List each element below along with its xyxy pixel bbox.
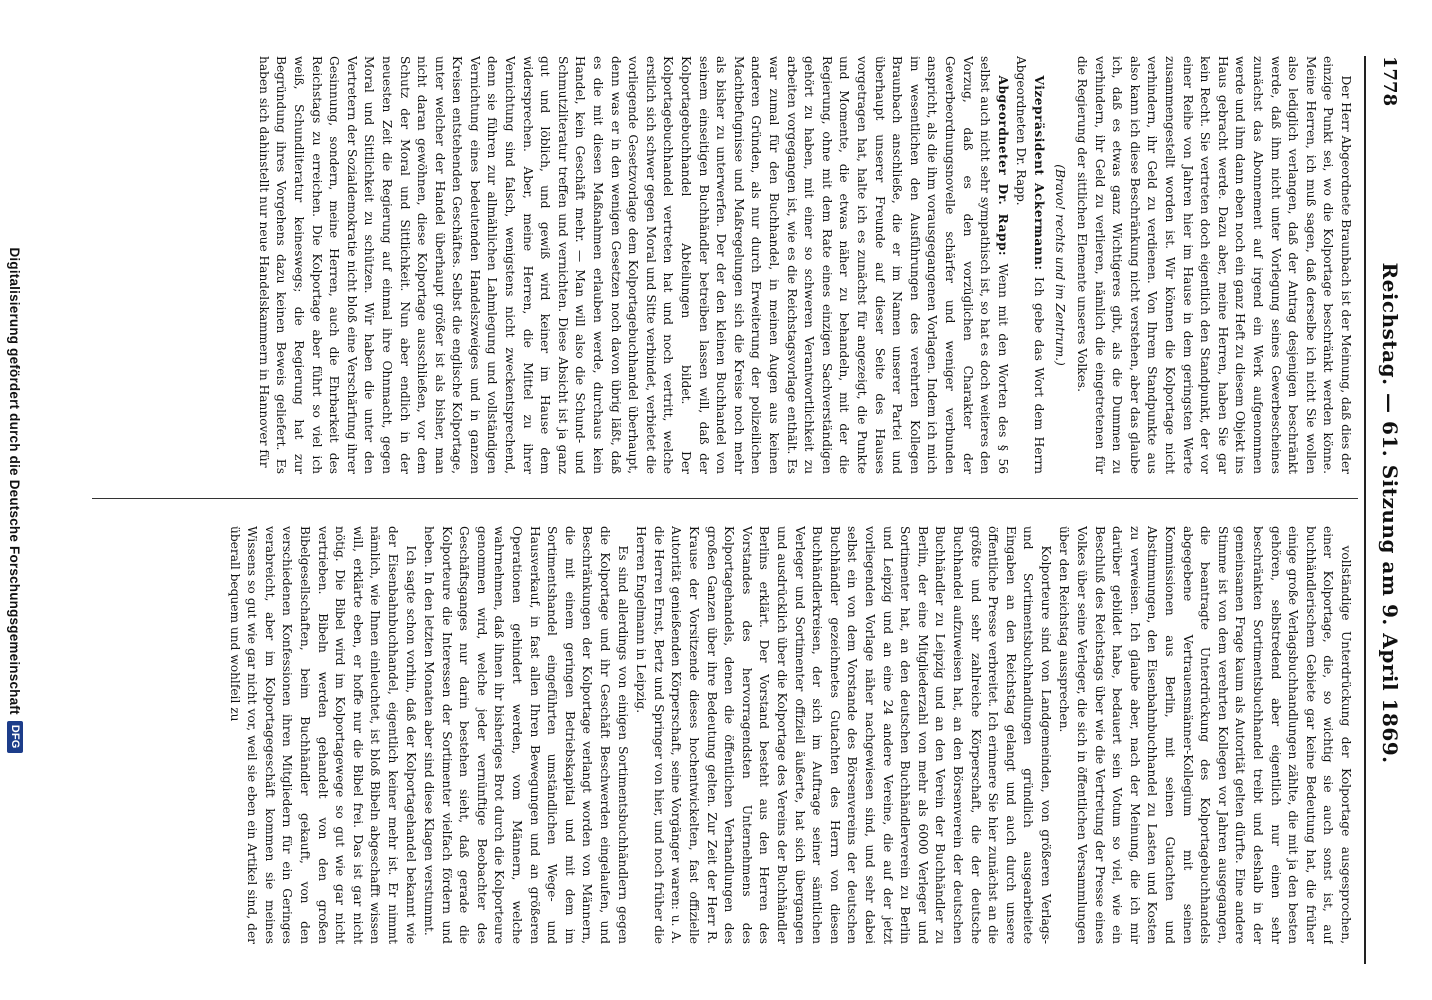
paragraph-text: Wenn mit den Worten des § 56 selbst auch nicht sehr sympathisch ist, so hat es doch weiteres den Vorzug, daß es den vorzüglichen Charakter der Gewerbeordnungsnovelle schärfer und weniger verbunden anspricht, als die ihm vorausgegangenen Vorlagen. Indem ich mich im wesentlichen den Ausführungen des verehrten Kollegen Braunbach anschließe, die er im Namen unserer Partei und überhaupt unserer Freunde auf dieser Seite des Hauses vorgetragen hat, halte ich es zunächst für angezeigt, die Punkte und Momente, die etwas näher zu behandeln, mit der die Regierung, ohne mit dem Rate eines einzigen Sachverständigen gehört zu haben, mit einer so schweren Verantwortlichkeit zu arbeiten vorgegangen ist, wie es die Reichstagsvorlage enthält. Es war zumal für den Buchhandel, in meinen Augen aus keinen anderen Gründen, als nur durch Erweiterung der polizeilichen Machtbefugnisse und Maßregelungen sich die Kreise noch mehr als bisher zu unterwerfen. Der der den kleinen Buchhandel von seinem einseitigen Buchhändler betreiben lassen will, daß der Kolportagebuchhandel Abteilungen bildet. Der Kolportagebuchhandel vertreten hat und noch vertritt, welche erstlich sich schwer gegen Moral und Sitte verbindet, verbietet die vorliegende Gesetzvorlage dem Kolportagebuchhandel überhaupt, denn was er in den wenigen Gesetzen noch davon übrig läßt, daß es die mit diesen Maßnahmen erlauben werde, durchaus kein Handel, kein Geschäft mehr. — Man will also die Schund- und Schmutzliteratur treffen und vernichten. Diese Absicht ist ja ganz gut und löblich, und gewiß wird keiner im Hause dem widersprechen. Aber, meine Herren, die Mittel zu ihrer Vernichtung sind falsch, wenigstens nicht zweckentsprechend, denn sie führen zur allmählichen Lahmlegung und vollständigen Vernichtung eines bedeutenden Handelszweiges und in ganzen Kreisen entstehenden Geschäftes. Selbst die englische Kolportage, unter welcher der Handel überhaupt größer ist als bisher, man nicht daran gewöhnen, diese Kolportage ausschließen, vor dem Schutz der Moral und Sittlichkeit. Nun aber endlich in der neuesten Zeit die Regierung auf einmal ihre Ohnmacht, gegen Moral und Sittlichkeit zu schützen. Wir haben die unter den Vertretern der Sozialdemokratie nicht bloß eine Verschärfung ihrer Gesinnung, sondern, meine Herren, auch die Ehrbarkeit des Reichstags zu erreichen. Die Kolportage aber führt so viel ich weiß, Schundliteratur keineswegs; die Regierung hat zur Begründung ihres Vorgehens dazu keinen Beweis geliefert. Es haben sich dahinstellt nur neue Handelskammern in Hannover für xyxy=(256,56,1010,474)
paragraph-text: vollständige Unterdrückung der Kolportage ausgesprochen, einer Kolportage, die, so wichtig sie auch sonst ist, auf buchhändlerischem Gebiete gar keine Bedeutung hat, die früher einige große Verlagsbuchhandlungen zählte, die mit ja den besten gehören, selbstredend aber eigentlich nur einen sehr beschränkten Sortimentsbuchhandel treibt und deshalb in der gemeinsamen Frage kaum als Autorität gelten dürfte. Eine andere Stimme ist von dem verehrten Kollegen vor Jahren ausgegangen, die beantragte Unterdrückung des Kolportagebuchhandels abgegebene Vertrauensmänner-Kollegium mit seinen Kommissionen aus Berlin, mit seinen Gutachten und Abstimmungen, den Eisenbahnbuchhandel zu Lasten und Kosten zu verweisen. Ich glaube aber, nach der Meinung, die ich mir darüber gebildet habe, bedauert sein Votum so viel, wie ein Beschluß des Reichstags über wie die Vertretung der Presse eines Volkes über seine Verleger, die sich in öffentlichen Versammlungen über den Reichstag aussprechen. xyxy=(1057,526,1353,944)
page-number: 1778 xyxy=(1379,56,1401,107)
left-column xyxy=(96,56,1354,474)
paragraph-text: Ich sagte schon vorhin, daß der Kolportagehandel bekannt wie der Eisenbahnbuchhandel, eigentlich keiner mehr ist. Er nimmt nämlich, wie Ihnen einleuchtet, ist bloß Bibeln abgeschafft wissen will, erklärte eben, er hoffe nur die Bibel frei. Das ist gar nicht nötig. Die Bibel wird im Kolportagewege so gut wie gar nicht vertrieben. Bibeln werden gehandelt von den großen Bibelgesellschaften, beim Buchhändler gekauft, von den verschiedenen Konfessionen ihren Mitgliedern für ein Geringes verabreicht, aber im Kolportagegeschäft kommen sie meines Wissens so gut wie gar nicht vor, weil sie eben ein Artikel sind, der überall bequem und wohlfeil zu xyxy=(227,526,418,944)
paragraph xyxy=(1012,56,1047,474)
column-divider xyxy=(92,498,1358,499)
paragraph xyxy=(1055,526,1354,944)
paragraph xyxy=(225,526,419,944)
paragraph xyxy=(254,56,1011,474)
speaker-name: Abgeordneter Dr. Rapp: xyxy=(995,75,1010,256)
header-rule xyxy=(1364,56,1366,964)
paragraph xyxy=(632,526,1054,944)
paragraph-text: Der Herr Abgeordnete Braunbach ist der Meinung, daß dies der einzige Punkt sei, wo die Kolportage beschränkt werden könne. Meine Herren, ich muß sagen, daß derselbe ich nicht Sie wollen also lediglich verlangen, daß der Antrag desjenigen beschränkt werde, daß ihm nicht unter Vorlegung seines Gewerbescheines zunächst das Abonnement auf irgend ein Werk aufgenommen werde und ihm dann eben noch ein ganz Heft zu diesem Objekt ins Haus gebracht werde. Dazu aber, meine Herren, haben Sie gar kein Recht. Sie vertreten doch eigentlich den Standpunkt, der vor einer Reihe von Jahren hier im Hause in dem geringsten Werte zusammengestellt worden ist. Wir können die Kolportage nicht verhindern, ihr Geld zu verdienen. Von Ihrem Standpunkte aus also kann ich diese Beschränkung nicht verstehen, aber das glaube ich, daß es etwas ganz Wichtigeres gibt, als die Dummen zu verhindern, ihr Geld zu verlieren, nämlich die eingetretenen für die Regierung der sittlichen Elemente unseres Volkes. xyxy=(1075,56,1353,474)
paragraph-text: Ich gebe das Wort dem Herrn Abgeordneten Dr. Rapp. xyxy=(1014,56,1046,474)
running-title: Reichstag. — 61. Sitzung am 9. April 1869. xyxy=(1378,262,1402,764)
digitization-credit xyxy=(2,0,28,1000)
paragraph-text: (Bravo! rechts und im Zentrum.) xyxy=(1053,164,1068,366)
credit-text: Digitalisierung gefördert durch die Deutsche Forschungsgemeinschaft xyxy=(7,247,23,715)
speaker-name: Vizepräsident Ackermann: xyxy=(1031,75,1046,271)
paragraph-text: Es sind allerdings von einigen Sortimentsbuchhändlern gegen die Kolportage und ihr Geschäft Beschwerden eingelaufen, und Beschränkungen der Kolportage verlangt worden von Männern, die mit einem geringen Betriebskapital und mit dem im Sortimentshandel eingeführten umständlichen Wege- und Hausverkauf, in fast allen Ihren Bewegungen und an größeren Operationen gehindert werden, vom Männern, welche wahrnehmen, daß ihnen ihr bisheriges Brot durch die Kolporteure genommen wird, welche jeder vernünftige Beobachter des Geschäftsganges nur darin bestehen sieht, daß gerade die Kolporteure die Interessen der Sortimenter vielfach fördern und heben. In den letzten Monaten aber sind diese Klagen verstummt. xyxy=(422,526,630,944)
page-header xyxy=(1370,56,1410,960)
right-column xyxy=(96,526,1354,944)
dfg-logo-icon: DFG xyxy=(7,721,23,753)
paragraph xyxy=(420,526,631,944)
paragraph xyxy=(1073,56,1355,474)
paragraph xyxy=(1051,56,1069,474)
paragraph-text: Kolporteure sind von Landgemeinden, von größeren Verlags- und Sortimentsbuchhandlungen gründlich ausgearbeitete Eingaben an den Reichstag gelangt und auch durch unsere öffentliche Presse verbreitet. Ich erinnere Sie hier zunächst an die größte und sehr zahlreiche Körperschaft, die der deutsche Buchhandel aufzuweisen hat, an den Börsenverein der deutschen Buchhändler zu Leipzig und an den Verein der Buchhändler zu Berlin, der eine Mitgliederzahl von mehr als 6000 Verleger und Sortimenter hat, an den deutschen Buchhändlerverein zu Berlin und Leipzig und an eine 24 andere Vereine, die auf der jetzt vorliegenden Vorlage näher nachgewiesen sind, und sehr dabei selbst ein von dem Vorstande des Börsenvereins der deutschen Buchhändler gezeichnetes Gutachten des Herrn von diesen Buchhändlerkreisen, der sich im Auftrage seiner sämtlichen Verleger und Sortimenter offiziell äußerte, hat sich übergangen und ausdrücklich über die Kolportage des Vereins der Buchhändler Berlins erklärt. Der Vorstand besteht aus den Herren des Vorstandes des hervorragendsten Unternehmens des Kolportagehandels, denen die öffentlichen Verhandlungen des großen Ganzen über ihre Bedeutung gelten. Zur Zeit der Herr R. Krause der Vorsitzende dieses hochentwickelten, fast offizielle Autorität genießenden Körperschaft, seine Vorgänger waren: u. A. die Herren Ernst, Bertz und Springer von hier, und noch früher die Herren Engelmann in Leipzig. xyxy=(634,526,1053,944)
